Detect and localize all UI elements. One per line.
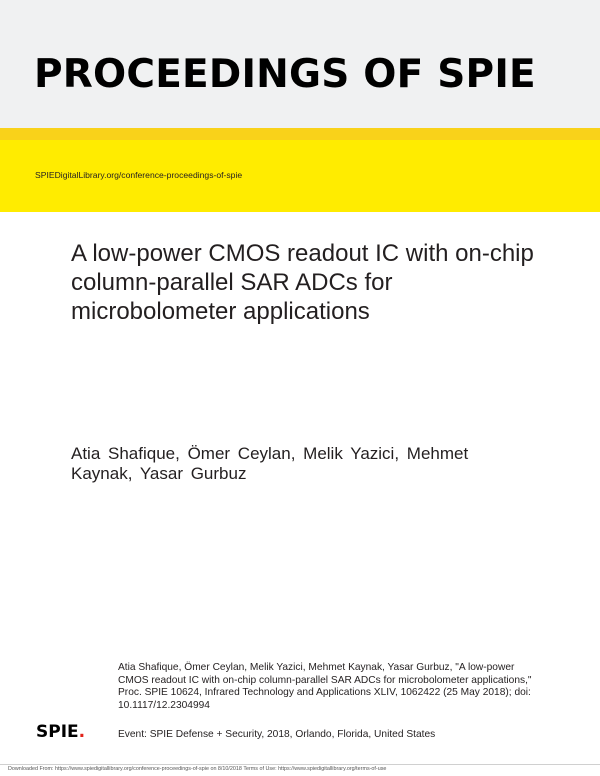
event-info: Event: SPIE Defense + Security, 2018, Orlando, Florida, United States bbox=[118, 729, 436, 740]
banner-stripe bbox=[0, 128, 600, 140]
spie-logo bbox=[36, 722, 85, 742]
download-note: Downloaded From: https://www.spiedigitallibrary.org/conference-proceedings-of-spie on 8/10/2018 Terms of Use: https://www.spiedigitallibrary.org/terms-of-use bbox=[8, 766, 387, 772]
journal-title: PROCEEDINGS OF SPIE bbox=[34, 52, 536, 97]
proceedings-header bbox=[0, 0, 600, 128]
author-list: Atia Shafique, Ömer Ceylan, Melik Yazici, Mehmet Kaynak, Yasar Gurbuz bbox=[71, 444, 469, 483]
citation-text: Atia Shafique, Ömer Ceylan, Melik Yazici, Mehmet Kaynak, Yasar Gurbuz, "A low-power CMOS readout IC with on-chip column-parallel SAR ADCs for microbolometer applications," Proc. SPIE 10624, Infrared Technology and Applications XLIV, 1062422 (25 May 2018); doi: 10.1117/12.2304994 bbox=[118, 662, 532, 711]
logo-text: SPIE bbox=[36, 722, 79, 742]
paper-title: A low-power CMOS readout IC with on-chip column-parallel SAR ADCs for microbolometer applications bbox=[71, 240, 534, 325]
digital-library-link[interactable]: SPIEDigitalLibrary.org/conference-proceedings-of-spie bbox=[35, 170, 243, 180]
footer-divider bbox=[0, 764, 600, 765]
logo-dot: . bbox=[78, 722, 86, 742]
